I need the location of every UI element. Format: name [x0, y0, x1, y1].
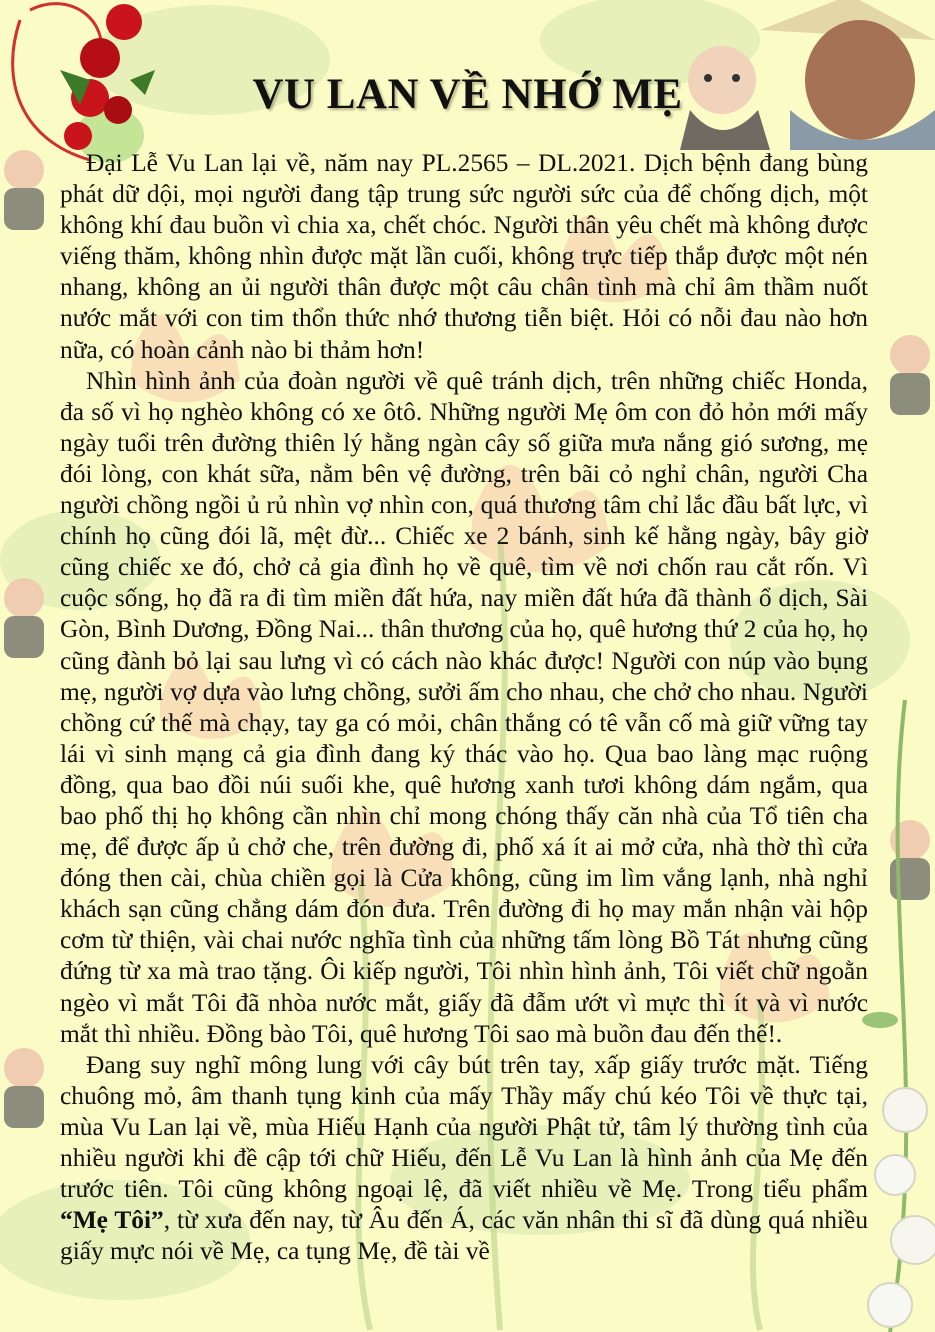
paragraph-text: Đang suy nghĩ mông lung với cây bút trên tay, xấp giấy trước mặt. Tiếng chuông mỏ, âm thanh tụng kinh của mấy Thầy mấy chú kéo Tôi về thực tại, mùa Vu Lan lại về, mùa Hiếu Hạnh của người Phật tử, tâm lý thường tình của nhiều người khi đề cập tới chữ Hiếu, đến Lễ Vu Lan là hình ảnh của Mẹ đến trước tiên. Tôi cũng không ngoại lệ, đã viết nhiều về Mẹ. Trong tiểu phẩm	[60, 1050, 868, 1204]
paragraph-text: , từ xưa đến nay, từ Âu đến Á, các văn nhân thi sĩ đã dùng quá nhiều giấy mực nói về Mẹ, ca tụng Mẹ, đề tài về	[60, 1206, 869, 1266]
page-title: VU LAN VỀ NHỚ MẸ	[252, 71, 683, 118]
paragraph: Đại Lễ Vu Lan lại về, năm nay PL.2565 – DL.2021. Dịch bệnh đang bùng phát dữ dội, mọi người đang tập trung sức người sức của để chống dịch, một không khí đau buồn vì chia xa, chết chóc. Người thân yêu chết mà không được viếng thăm, không nhìn được mặt lần cuối, không trực tiếp thắp được một nén nhang, không an ủi người thân được một câu chân tình mà chỉ âm thầm nuốt nước mắt với con tim thổn thức nhớ thương tiễn biệt. Hỏi có nỗi đau nào hơn nữa, có hoàn cảnh nào bi thảm hơn!	[60, 149, 868, 364]
article-body	[60, 148, 868, 1267]
paragraph	[60, 1050, 868, 1268]
emphasis-title: “Mẹ Tôi”	[60, 1206, 164, 1235]
paragraph: Nhìn hình ảnh của đoàn người về quê tránh dịch, trên những chiếc Honda, đa số vì họ nghèo không có xe ôtô. Những người Mẹ ôm con đỏ hỏn mới mấy ngày tuổi trên đường thiên lý hằng ngàn cây số giữa mưa nắng gió sương, mẹ đói lòng, con khát sữa, nằm bên vệ đường, trên bãi cỏ nghỉ chân, người Cha người chồng ngồi ủ rủ nhìn vợ nhìn con, quá thương tâm chỉ lắc đầu bất lực, vì chính họ cũng đói lã, mệt đừ... Chiếc xe 2 bánh, sinh kế hằng ngày, bây giờ cũng chiếc xe đó, chở cả gia đình họ về quê, tìm về nơi chốn rau cắt rốn. Vì cuộc sống, họ đã ra đi tìm miền đất hứa, nay miền đất hứa đã thành ổ dịch, Sài Gòn, Bình Dương, Đồng Nai... thân thương của họ, quê hương thứ 2 của họ, họ cũng đành bỏ lại sau lưng vì có cách nào khác được! Người con núp vào bụng mẹ, người vợ dựa vào lưng chồng, sưởi ấm cho nhau, che chở cho nhau. Người chồng cứ thế mà chạy, tay ga có mỏi, chân thắng có tê vẫn cố mà giữ vững tay lái vì sinh mạng cả gia đình đang ký thác vào họ. Qua bao làng mạc ruộng đồng, qua bao đồi núi suối khe, quê hương xanh tươi không dám ngắm, qua bao phố thị họ không cần nhìn chỉ mong chóng thấy căn nhà của Tổ tiên cha mẹ, để được ấp ủ chở che, trên đường đi, phố xá ít ai mở cửa, nhà thờ thì cửa đóng then cài, chùa chiền gọi là Cửa không, cũng im lìm vắng lạnh, nhà nghỉ khách sạn cũng chẳng dám đón đưa. Trên đường đi họ may mắn nhận vài hộp cơm từ thiện, vài chai nước nghĩa tình của những tấm lòng Bồ Tát nhưng cũng đứng từ xa mà trao tặng. Ôi kiếp người, Tôi nhìn hình ảnh, Tôi viết chữ ngoằn ngèo vì mắt Tôi đã nhòa nước mắt, giấy đã đẫm ướt vì mực thì ít và vì nước mắt thì nhiều. Đồng bào Tôi, quê hương Tôi sao mà buồn đau đến thế!.	[60, 366, 868, 1048]
white-roses	[862, 700, 935, 1332]
